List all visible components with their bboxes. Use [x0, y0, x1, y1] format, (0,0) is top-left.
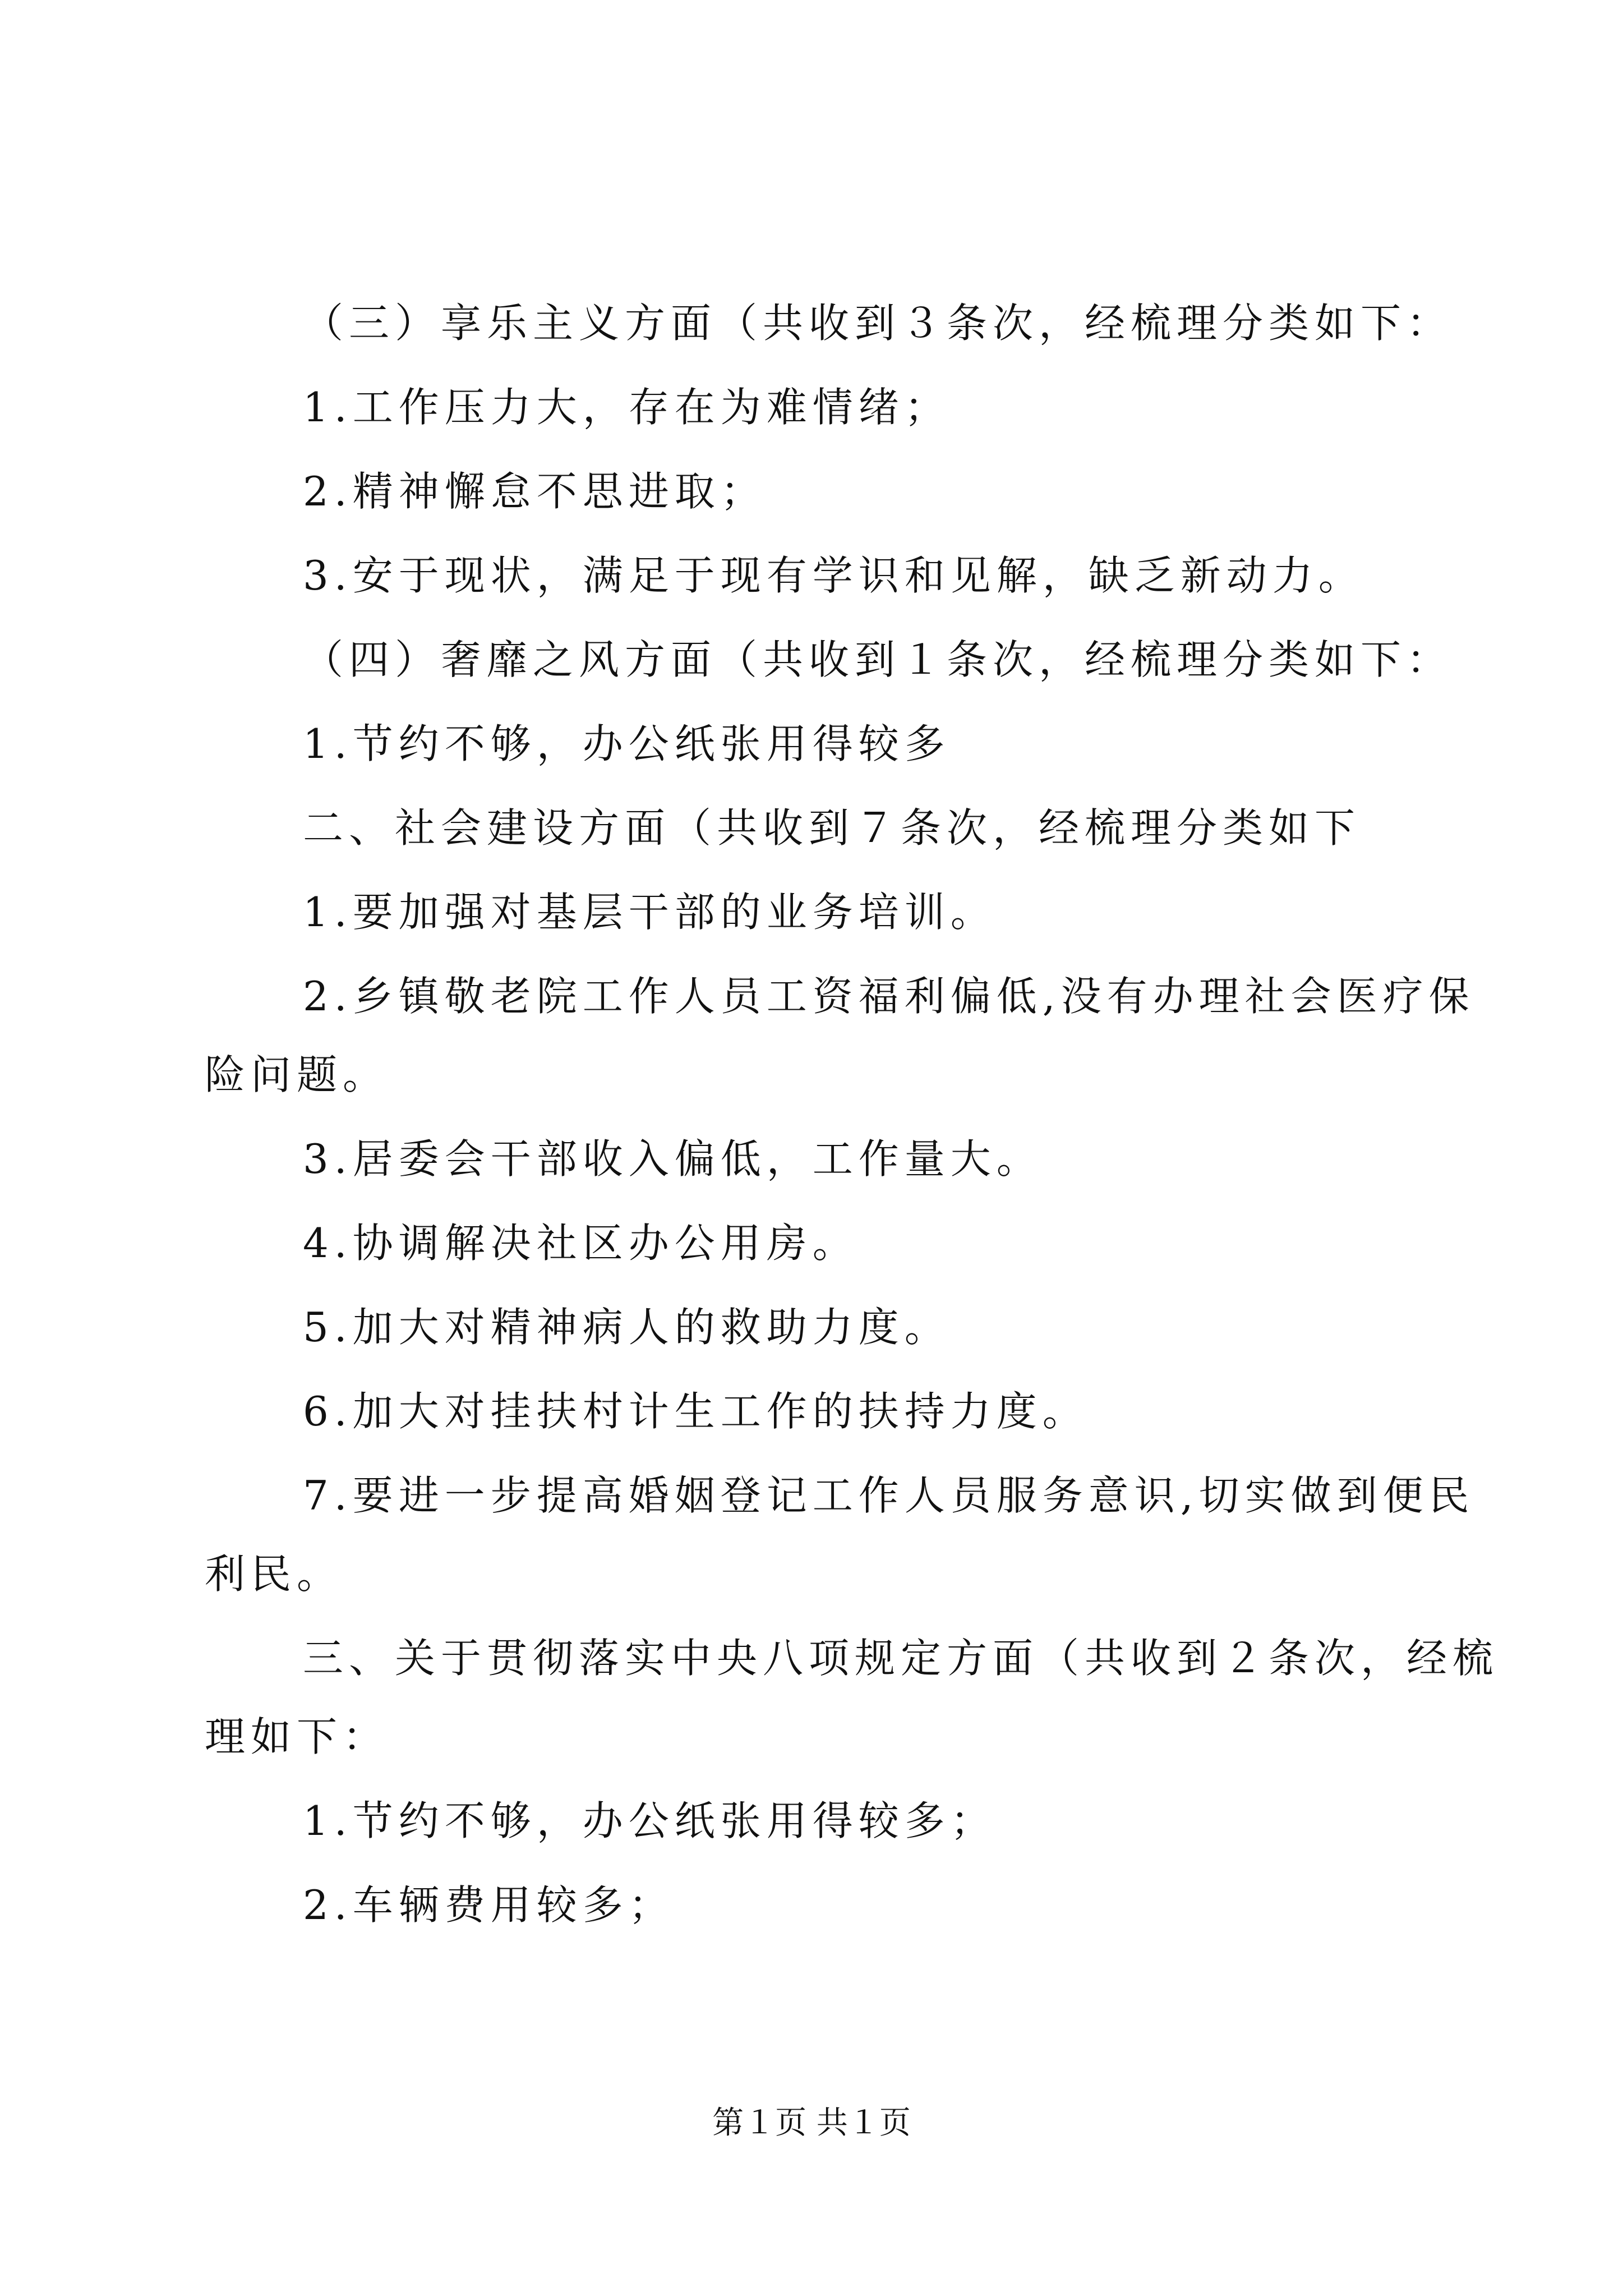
section-heading-extravagance: （四）奢靡之风方面（共收到１条次，经梳理分类如下： [303, 636, 1453, 683]
section-heading-continuation: 理如下： [205, 1713, 389, 1760]
list-item: 4.协调解决社区办公用房。 [303, 1220, 859, 1267]
list-item-continuation: 险问题。 [205, 1051, 389, 1098]
list-item-continuation: 利民。 [205, 1550, 343, 1598]
list-item: 5.加大对精神病人的救助力度。 [303, 1304, 951, 1351]
list-item: 1.要加强对基层干部的业务培训。 [303, 889, 997, 936]
section-heading-social-construction: 二、社会建设方面（共收到７条次，经梳理分类如下 [303, 804, 1361, 852]
list-item: 1.节约不够，办公纸张用得较多 [303, 720, 951, 767]
list-item: 6.加大对挂扶村计生工作的扶持力度。 [303, 1388, 1089, 1435]
list-item: 3.安于现状，满足于现有学识和见解，缺乏新动力。 [303, 552, 1364, 599]
list-item: 2.精神懈怠不思进取； [303, 468, 767, 515]
list-item: 1.节约不够，办公纸张用得较多； [303, 1797, 997, 1844]
list-item: 7.要进一步提高婚姻登记工作人员服务意识,切实做到便民 [303, 1472, 1475, 1519]
list-item: 2.车辆费用较多； [303, 1881, 675, 1929]
list-item: 1.工作压力大，存在为难情绪； [303, 384, 951, 431]
section-heading-hedonism: （三）享乐主义方面（共收到３条次，经梳理分类如下： [303, 300, 1453, 347]
page-number-footer: 第１页 共１页 [712, 2105, 911, 2141]
list-item: 3.居委会干部收入偏低，工作量大。 [303, 1135, 1043, 1182]
section-heading-eight-regulations: 三、关于贯彻落实中央八项规定方面（共收到２条次，经梳 [303, 1635, 1499, 1682]
list-item: 2.乡镇敬老院工作人员工资福利偏低,没有办理社会医疗保 [303, 973, 1475, 1020]
